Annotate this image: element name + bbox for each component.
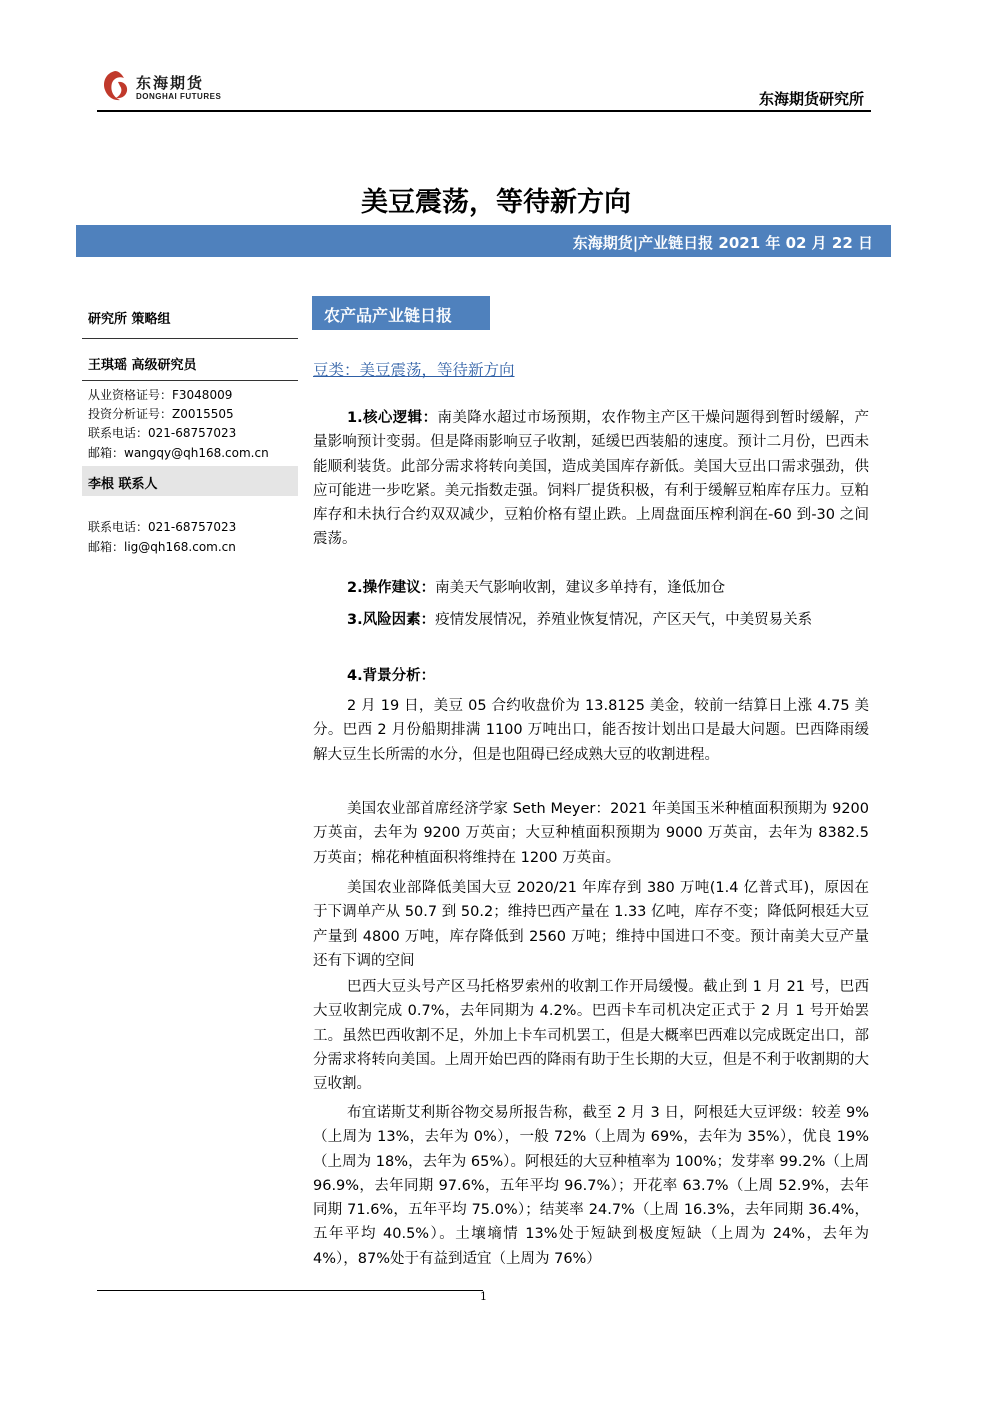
contact-phone: 联系电话：021-68757023 [88, 520, 237, 534]
sidebar-divider [82, 338, 298, 339]
background-paragraph-2: 美国农业部首席经济学家 Seth Meyer：2021 年美国玉米种植面积预期为 9200 万英亩，去年为 9200 万英亩；大豆种植面积预期为 9000 万英亩，去年为 8382.5 万英亩；棉花种植面积将维持在 1200 万英亩。 [313, 801, 869, 866]
background-label: 4.背景分析： [347, 668, 436, 684]
section-tag-label: 农产品产业链日报 [324, 306, 453, 325]
analyst-name-1: 王琪瑶 高级研究员 [88, 358, 197, 373]
background-paragraph-4: 巴西大豆头号产区马托格罗索州的收割工作开局缓慢。截止到 1 月 21 号，巴西大豆收割完成 0.7%，去年同期为 4.2%。巴西卡车司机决定正式于 2 月 1 号开始罢工。虽然巴西收割不足，外加上卡车司机罢工，但是大概率巴西难以完成既定出口，部分需求将转向美国。上周开始巴西的降雨有助于生长期的大豆，但是不利于收割期的大豆收割。 [313, 979, 869, 1093]
risk-label: 3.风险因素： [347, 612, 436, 628]
document-title: 美豆震荡，等待新方向 [361, 187, 631, 218]
logo-english-text: DONGHAI FUTURES [136, 92, 222, 101]
risk-text: 疫情发展情况，养殖业恢复情况，产区天气，中美贸易关系 [435, 612, 813, 628]
analyst-email: 邮箱：wangqy@qh168.com.cn [88, 446, 269, 460]
sidebar-divider [82, 380, 298, 381]
company-logo [98, 68, 228, 108]
background-paragraph-5: 布宜诺斯艾利斯谷物交易所报告称，截至 2 月 3 日，阿根廷大豆评级：较差 9%（上周为 13%，去年为 0%），一般 72%（上周为 69%，去年为 35%），优良 19%（上周为 18%，去年为 65%）。阿根廷的大豆种植率为 100%；发芽率 99.2%（上周 96.9%，去年同期 97.6%，五年平均 96.7%）；开花率 63.7%（上周 52.9%，去年同期 71.6%，五年平均 75.0%）；结荚率 24.7%（上周 16.3%，去年同期 36.4%，五年平均 40.5%）。土壤墒情 13%处于短缺到极度短缺（上周为 24%，去年为 4%），87%处于有益到适宜（上周为 76%） [313, 1105, 869, 1267]
analyst-name-2: 李根 联系人 [88, 477, 158, 492]
footer-divider [97, 1290, 483, 1291]
header-divider [97, 110, 871, 112]
advice-label: 2.操作建议： [347, 580, 436, 596]
core-logic-text: 南美降水超过市场预期，农作物主产区干燥问题得到暂时缓解，产量影响预计变弱。但是降雨影响豆子收割，延缓巴西装船的速度。预计二月份，巴西未能顺利装货。此部分需求将转向美国，造成美国库存新低。美国大豆出口需求强劲，供应可能进一步吃紧。美元指数走强。饲料厂提货积极，有利于缓解豆粕库存压力。豆粕库存和未执行合约双双减少，豆粕价格有望止跌。上周盘面压榨利润在-60 到-30 之间震荡。 [313, 410, 869, 548]
institute-name: 东海期货研究所 [758, 90, 864, 108]
logo-chinese-text: 东海期货 [136, 74, 205, 92]
dept-label: 研究所 策略组 [88, 312, 171, 327]
banner-text: 东海期货|产业链日报 2021 年 02 月 22 日 [572, 234, 873, 252]
subtitle-link[interactable]: 豆类：美豆震荡，等待新方向 [313, 361, 515, 379]
analyst-phone: 联系电话：021-68757023 [88, 426, 237, 440]
advice-text: 南美天气影响收割，建议多单持有，逢低加仓 [435, 580, 726, 596]
analyst-invest-license: 投资分析证号：Z0015505 [88, 407, 234, 421]
core-logic-label: 1.核心逻辑： [347, 410, 438, 426]
report-banner [76, 225, 891, 257]
risk-paragraph [313, 608, 869, 632]
background-paragraph-1: 2 月 19 日，美豆 05 合约收盘价为 13.8125 美金，较前一结算日上涨 4.75 美分。巴西 2 月份船期排满 1100 万吨出口，能否按计划出口是最大问题。巴西降雨缓解大豆生长所需的水分，但是也阻碍已经成熟大豆的收割进程。 [313, 698, 869, 763]
page-number: 1 [480, 1290, 487, 1303]
dragon-logo-icon [98, 68, 132, 104]
analyst-license: 从业资格证号：F3048009 [88, 388, 233, 402]
background-heading [313, 664, 869, 688]
advice-paragraph [313, 576, 869, 600]
contact-email: 邮箱：lig@qh168.com.cn [88, 540, 236, 554]
background-paragraph-3: 美国农业部降低美国大豆 2020/21 年库存到 380 万吨(1.4 亿普式耳)，原因在于下调单产从 50.7 到 50.2；维持巴西产量在 1.33 亿吨，库存不变；降低阿根廷大豆产量到 4800 万吨，库存降低到 2560 万吨；维持中国进口不变。预计南美大豆产量还有下调的空间 [313, 880, 869, 969]
section-tag [312, 296, 490, 330]
core-logic-paragraph [313, 406, 869, 552]
